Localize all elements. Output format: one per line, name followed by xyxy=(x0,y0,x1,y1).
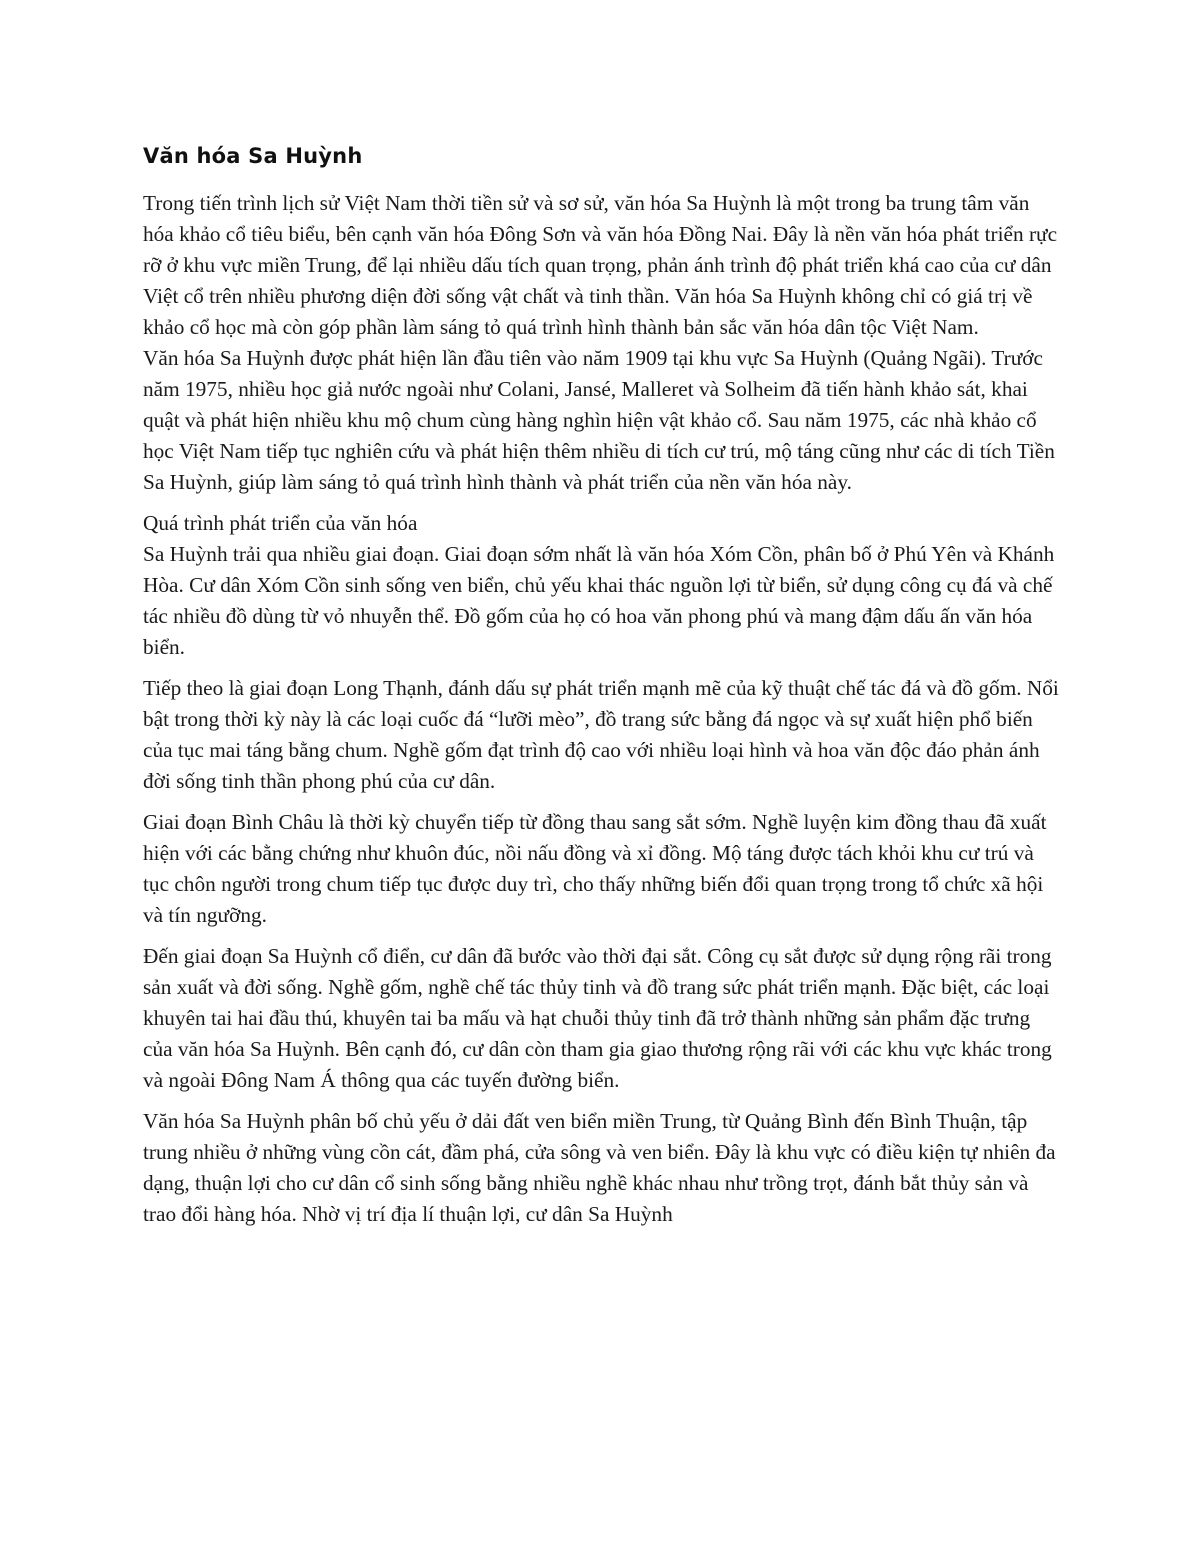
paragraph-sa-huynh-classic: Đến giai đoạn Sa Huỳnh cổ điển, cư dân đã bước vào thời đại sắt. Công cụ sắt được sử dụng rộng rãi trong sản xuất và đời sống. Nghề gốm, nghề chế tác thủy tinh và đồ trang sức phát triển mạnh. Đặc biệt, các loại khuyên tai hai đầu thú, khuyên tai ba mấu và hạt chuỗi thủy tinh đã trở thành những sản phẩm đặc trưng của văn hóa Sa Huỳnh. Bên cạnh đó, cư dân còn tham gia giao thương rộng rãi với các khu vực khác trong và ngoài Đông Nam Á thông qua các tuyến đường biển. xyxy=(143,944,1052,1092)
paragraph-xom-con-text: Sa Huỳnh trải qua nhiều giai đoạn. Giai đoạn sớm nhất là văn hóa Xóm Cồn, phân bố ở Phú Yên và Khánh Hòa. Cư dân Xóm Cồn sinh sống ven biển, chủ yếu khai thác nguồn lợi từ biển, sử dụng công cụ đá và chế tác nhiều đồ dùng từ vỏ nhuyễn thể. Đồ gốm của họ có hoa văn phong phú và mang đậm dấu ấn văn hóa biển. xyxy=(143,542,1055,659)
document-title: Văn hóa Sa Huỳnh xyxy=(143,144,363,168)
paragraph-xom-con xyxy=(143,508,1063,663)
paragraph-long-thanh: Tiếp theo là giai đoạn Long Thạnh, đánh dấu sự phát triển mạnh mẽ của kỹ thuật chế tác đá và đồ gốm. Nổi bật trong thời kỳ này là các loại cuốc đá “lưỡi mèo”, đồ trang sức bằng đá ngọc và sự xuất hiện phổ biến của tục mai táng bằng chum. Nghề gốm đạt trình độ cao với nhiều loại hình và hoa văn độc đáo phản ánh đời sống tinh thần phong phú của cư dân. xyxy=(143,676,1059,793)
document-body xyxy=(143,140,1063,1230)
paragraph-distribution: Văn hóa Sa Huỳnh phân bố chủ yếu ở dải đất ven biển miền Trung, từ Quảng Bình đến Bình Thuận, tập trung nhiều ở những vùng cồn cát, đầm phá, cửa sông và ven biển. Đây là khu vực có điều kiện tự nhiên đa dạng, thuận lợi cho cư dân cổ sinh sống bằng nhiều nghề khác nhau như trồng trọt, đánh bắt thủy sản và trao đổi hàng hóa. Nhờ vị trí địa lí thuận lợi, cư dân Sa Huỳnh xyxy=(143,1109,1056,1226)
section-heading: Quá trình phát triển của văn hóa xyxy=(143,511,418,535)
paragraph-binh-chau: Giai đoạn Bình Châu là thời kỳ chuyển tiếp từ đồng thau sang sắt sớm. Nghề luyện kim đồng thau đã xuất hiện với các bằng chứng như khuôn đúc, nồi nấu đồng và xỉ đồng. Mộ táng được tách khỏi khu cư trú và tục chôn người trong chum tiếp tục được duy trì, cho thấy những biến đổi quan trọng trong tổ chức xã hội và tín ngưỡng. xyxy=(143,810,1047,927)
paragraph-discovery: Văn hóa Sa Huỳnh được phát hiện lần đầu tiên vào năm 1909 tại khu vực Sa Huỳnh (Quảng Ngãi). Trước năm 1975, nhiều học giả nước ngoài như Colani, Jansé, Malleret và Solheim đã tiến hành khảo sát, khai quật và phát hiện nhiều khu mộ chum cùng hàng nghìn hiện vật khảo cổ. Sau năm 1975, các nhà khảo cổ học Việt Nam tiếp tục nghiên cứu và phát hiện thêm nhiều di tích cư trú, mộ táng cũng như các di tích Tiền Sa Huỳnh, giúp làm sáng tỏ quá trình hình thành và phát triển của nền văn hóa này. xyxy=(143,346,1055,494)
paragraph-introduction: Trong tiến trình lịch sử Việt Nam thời tiền sử và sơ sử, văn hóa Sa Huỳnh là một trong ba trung tâm văn hóa khảo cổ tiêu biểu, bên cạnh văn hóa Đông Sơn và văn hóa Đồng Nai. Đây là nền văn hóa phát triển rực rỡ ở khu vực miền Trung, để lại nhiều dấu tích quan trọng, phản ánh trình độ phát triển khá cao của cư dân Việt cổ trên nhiều phương diện đời sống vật chất và tinh thần. Văn hóa Sa Huỳnh không chỉ có giá trị về khảo cổ học mà còn góp phần làm sáng tỏ quá trình hình thành bản sắc văn hóa dân tộc Việt Nam. xyxy=(143,191,1058,339)
